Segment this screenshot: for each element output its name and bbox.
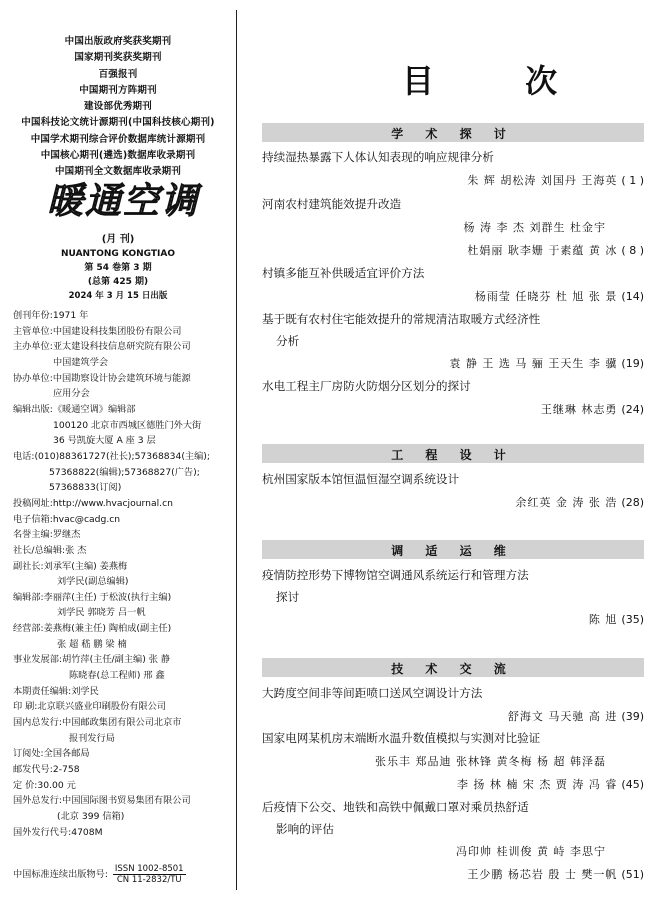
toc-entry[interactable] bbox=[262, 682, 644, 728]
pub-date: 2024 年 3 月 15 日出版 bbox=[68, 291, 168, 301]
phone-cont: 57368822(编辑);57368827(广告); bbox=[49, 466, 200, 478]
host-cont: 中国建筑学会 bbox=[53, 356, 109, 368]
article-title-cont: 探讨 bbox=[276, 589, 300, 604]
award-item: 中国科技论文统计源期刊(中国科技核心期刊) bbox=[21, 117, 215, 129]
article-authors: 杨雨莹 任晓芬 杜 旭 张 景 (14) bbox=[474, 289, 644, 303]
co-organizer-cont: 应用分会 bbox=[53, 388, 90, 400]
business-dept: 经营部:姜燕梅(兼主任) 陶柏成(副主任) bbox=[13, 623, 172, 635]
article-authors: 王继琳 林志勇 (24) bbox=[540, 402, 644, 416]
intl-distribution: 国外总发行:中国国际图书贸易集团有限公司 bbox=[13, 795, 191, 807]
toc-entry[interactable] bbox=[262, 146, 644, 192]
page-number: ( 1 ) bbox=[621, 173, 644, 187]
column-divider bbox=[236, 10, 237, 890]
editorial-dept-cont: 刘学民 郭晓芳 吕一帆 bbox=[57, 607, 146, 619]
address-cont: 36 号凯旋大厦 A 座 3 层 bbox=[53, 435, 156, 447]
phone: 电话:(010)88361727(社长);57368834(主编); bbox=[13, 450, 210, 462]
article-title: 疫情防控形势下博物馆空调通风系统运行和管理方法 bbox=[262, 568, 529, 582]
article-authors: 余红英 金 涛 张 浩 (28) bbox=[515, 495, 644, 509]
toc-entry[interactable] bbox=[262, 796, 644, 887]
article-authors: 袁 静 王 选 马 骊 王天生 李 骥 (19) bbox=[449, 356, 644, 370]
article-title: 水电工程主厂房防火防烟分区划分的探讨 bbox=[262, 379, 471, 393]
article-authors: 朱 辉 胡松涛 刘国丹 王海英 ( 1 ) bbox=[467, 173, 644, 187]
article-authors: 王少鹏 杨芯岩 殷 士 樊一帆 (51) bbox=[467, 868, 644, 881]
vice-president-cont: 刘学民(副总编辑) bbox=[57, 576, 129, 588]
toc-entry[interactable] bbox=[262, 468, 644, 514]
toc-entry[interactable] bbox=[262, 375, 644, 421]
award-item: 建设部优秀期刊 bbox=[84, 101, 152, 113]
business-dept-cont: 张 超 嵇 鹏 梁 楠 bbox=[57, 638, 127, 650]
phone-cont: 57368833(订阅) bbox=[49, 482, 122, 494]
price: 定 价:30.00 元 bbox=[13, 779, 76, 791]
intl-code: 国外发行代号:4708M bbox=[13, 826, 103, 838]
page-number: (45) bbox=[621, 778, 644, 791]
issn: ISSN 1002-8501 bbox=[114, 864, 184, 874]
article-title: 后疫情下公交、地铁和高铁中佩戴口罩对乘员热舒适 bbox=[262, 800, 529, 814]
serial-fraction bbox=[113, 864, 186, 885]
article-title-cont: 影响的评估 bbox=[276, 821, 334, 836]
article-title: 国家电网某机房末端断水温升数值模拟与实测对比验证 bbox=[262, 731, 541, 745]
co-organizer: 协办单位:中国勘察设计协会建筑环境与能源 bbox=[13, 372, 191, 384]
serial-number bbox=[13, 864, 186, 885]
domestic-distribution: 国内总发行:中国邮政集团有限公司北京市 bbox=[13, 717, 182, 729]
section-header: 工 程 设 计 bbox=[262, 444, 644, 463]
svg-text:暖通空调: 暖通空调 bbox=[46, 181, 200, 220]
award-item: 中国期刊方阵期刊 bbox=[79, 84, 157, 96]
article-authors: 陈 旭 (35) bbox=[588, 612, 644, 626]
toc-entry[interactable] bbox=[262, 308, 644, 375]
page-number: (19) bbox=[621, 356, 644, 370]
host: 主办单位:亚太建设科技信息研究院有限公司 bbox=[13, 341, 191, 353]
table-of-contents bbox=[262, 0, 644, 898]
website: 投稿网址:http://www.hvacjournal.cn bbox=[13, 497, 173, 509]
article-title: 大跨度空间非等间距喷口送风空调设计方法 bbox=[262, 686, 483, 700]
section-header: 技 术 交 流 bbox=[262, 658, 644, 677]
section-header: 学 术 探 讨 bbox=[262, 123, 644, 142]
article-title: 基于既有农村住宅能效提升的常规清洁取暖方式经济性 bbox=[262, 312, 541, 326]
award-item: 中国出版政府奖获奖期刊 bbox=[64, 36, 172, 47]
award-item: 国家期刊奖获奖期刊 bbox=[74, 52, 162, 64]
volume: 第 54 卷第 3 期 bbox=[84, 263, 152, 273]
award-item: 中国期刊全文数据库收录期刊 bbox=[54, 166, 182, 178]
page-number: (28) bbox=[621, 495, 644, 509]
page-number: (14) bbox=[621, 289, 644, 303]
article-title-cont: 分析 bbox=[276, 333, 300, 348]
page-number: (51) bbox=[621, 868, 644, 881]
duty-editor: 本期责任编辑:刘学民 bbox=[13, 685, 99, 697]
article-authors: 杨 涛 李 杰 刘群生 杜金宇 bbox=[463, 220, 606, 234]
masthead-column bbox=[0, 0, 236, 898]
editorial-dept: 编辑部:李丽萍(主任) 于松波(执行主编) bbox=[13, 591, 172, 603]
award-item: 中国核心期刊(遴选)数据库收录期刊 bbox=[40, 150, 196, 162]
article-authors: 李 扬 林 楠 宋 杰 贾 涛 冯 睿 (45) bbox=[456, 778, 644, 791]
pinyin-title: NUANTONG KONGTIAO bbox=[61, 249, 175, 259]
intl-distribution-cont: (北京 399 信箱) bbox=[57, 811, 125, 822]
journal-logo bbox=[28, 180, 218, 220]
editor: 编辑出版:《暖通空调》编辑部 bbox=[13, 403, 136, 415]
page-number: ( 8 ) bbox=[621, 244, 644, 257]
development-dept-cont: 陈晓春(总工程师) 邢 鑫 bbox=[69, 670, 165, 682]
article-authors: 冯印帅 桂训俊 黄 峙 李思宁 bbox=[456, 844, 606, 858]
cn-number: CN 11-2832/TU bbox=[116, 875, 182, 885]
toc-entry[interactable] bbox=[262, 564, 644, 631]
honorary-editor: 名誉主编:罗继杰 bbox=[13, 529, 81, 541]
toc-title: 目 次 bbox=[402, 62, 598, 100]
subscription: 订阅处:全国各邮局 bbox=[13, 748, 90, 760]
address: 100120 北京市西城区德胜门外大街 bbox=[53, 419, 202, 431]
award-item: 中国学术期刊综合评价数据库统计源期刊 bbox=[30, 133, 206, 145]
award-item: 百强报刊 bbox=[98, 68, 138, 80]
serial-label: 中国标准连续出版物号: bbox=[13, 869, 108, 880]
vice-president: 副社长:刘承军(主编) 姜燕梅 bbox=[13, 560, 128, 572]
printer: 印 刷:北京联兴盛业印刷股份有限公司 bbox=[13, 701, 167, 713]
page-number: (24) bbox=[621, 402, 644, 416]
article-authors: 张乐丰 郑品迪 张林锋 黄冬梅 杨 超 韩泽磊 bbox=[375, 754, 606, 768]
frequency: (月 刊) bbox=[101, 234, 135, 245]
toc-entry[interactable] bbox=[262, 727, 644, 797]
toc-entry[interactable] bbox=[262, 193, 644, 263]
article-title: 河南农村建筑能效提升改造 bbox=[262, 197, 402, 211]
article-authors: 舒海文 马天驰 高 进 (39) bbox=[507, 709, 644, 723]
page-number: (35) bbox=[621, 612, 644, 626]
president: 社长/总编辑:张 杰 bbox=[13, 544, 87, 556]
email: 电子信箱:hvac@cadg.cn bbox=[13, 513, 121, 525]
postal-code: 邮发代号:2-758 bbox=[13, 764, 80, 776]
article-title: 杭州国家版本馆恒温恒湿空调系统设计 bbox=[262, 472, 460, 486]
sponsor: 主管单位:中国建设科技集团股份有限公司 bbox=[13, 325, 182, 337]
domestic-distribution-cont: 报刊发行局 bbox=[69, 732, 115, 744]
issue-info bbox=[0, 233, 236, 303]
development-dept: 事业发展部:胡竹萍(主任/副主编) 张 静 bbox=[13, 654, 171, 666]
toc-entry[interactable] bbox=[262, 262, 644, 308]
article-authors: 杜娟丽 耿李姗 于素蕴 黄 冰 ( 8 ) bbox=[467, 244, 644, 257]
article-title: 村镇多能互补供暖适宜评价方法 bbox=[262, 266, 425, 280]
award-list bbox=[0, 34, 236, 181]
section-header: 调 适 运 维 bbox=[262, 540, 644, 559]
founded: 创刊年份:1971 年 bbox=[13, 310, 89, 321]
page-number: (39) bbox=[621, 709, 644, 723]
total-issue: (总第 425 期) bbox=[87, 277, 149, 287]
publisher-info bbox=[13, 308, 235, 840]
article-title: 持续湿热暴露下人体认知表现的响应规律分析 bbox=[262, 150, 494, 164]
